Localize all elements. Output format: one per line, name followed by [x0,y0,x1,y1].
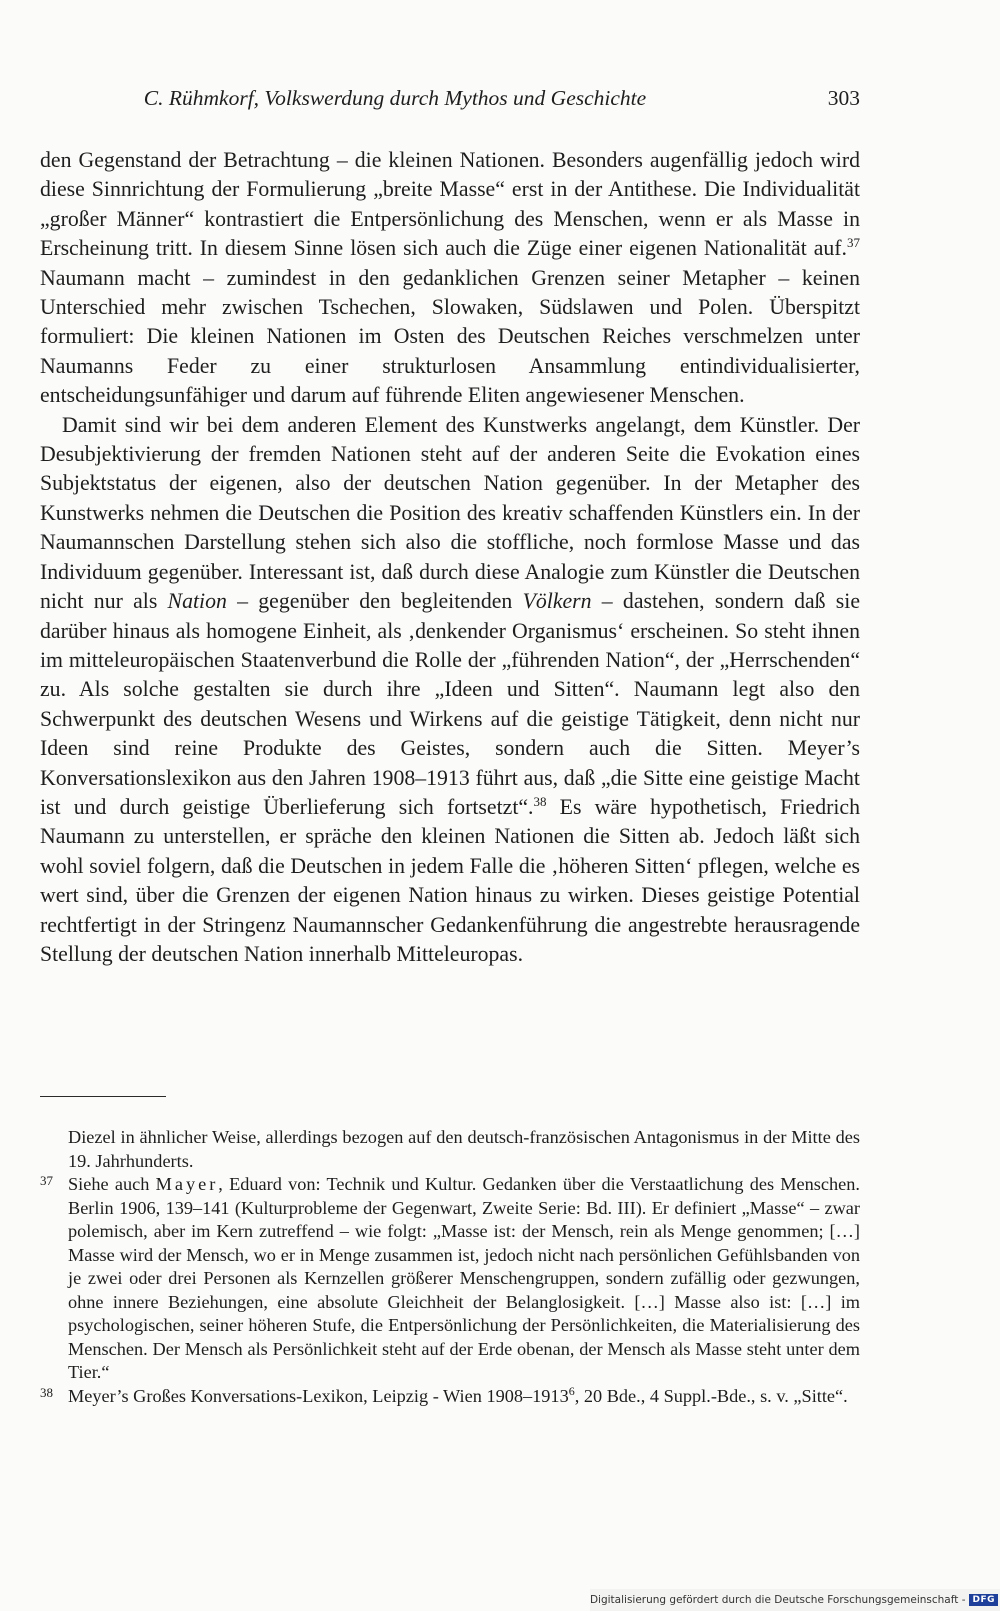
footnote-38 [40,1385,860,1409]
paragraph-2-text-c: – dastehen, sondern daß sie darüber hinaus als homogene Einheit, als ‚denkender Organismus‘ erscheinen. So steht ihnen im mitteleuropäischen Staatenverbund die Rolle der „führenden Nation“, der „Herrschenden“ zu. Als solche gestalten sie durch ihre „Ideen und Sitten“. Naumann legt also den Schwerpunkt des deutschen Wesens und Wirkens auf die geistige Tätigkeit, denn nicht nur Ideen sind reine Produkte des Geistes, sondern auch die Sitten. Meyer’s Konversationslexikon aus den Jahren 1908–1913 führt aus, daß „die Sitte eine geistige Macht ist und durch geistige Überlieferung sich fortsetzt“. [40,589,861,819]
footnote-37 [40,1173,860,1385]
paragraph-2-text-a: Damit sind wir bei dem anderen Element des Kunstwerks angelangt, dem Künstler. Der Desubjektivierung der fremden Nationen steht auf der anderen Seite die Evokation eines Subjektstatus der eigenen, also der deutschen Nation gegenüber. In der Metapher des Kunstwerks nehmen die Deutschen die Position des kreativ schaffenden Künstlers ein. In der Naumannschen Darstellung stehen sich also die stoffliche, noch formlose Masse und das Individuum gegenüber. Interessant ist, daß durch diese Analogie zum Künstler die Deutschen nicht nur als [40,412,860,614]
emphasis-voelkern: Völkern [522,589,592,614]
footnote-38-edition: 6 [568,1383,575,1398]
running-head: C. Rühmkorf, Volkswerdung durch Mythos und Geschichte [143,86,647,110]
paragraph-2-text-b: – gegenüber den begleitenden [226,589,523,614]
digitization-credit [590,1589,1000,1611]
paragraph-2-text-d: Es wäre hypothetisch, Friedrich Naumann zu unterstellen, er spräche den kleinen Nationen die Sitten ab. Jedoch läßt sich wohl soviel folgern, daß die Deutschen in jedem Falle die ‚höheren Sitten‘ pflegen, welche es wert sind, über die Grenzen der eigenen Nation hinaus zu wirken. Dieses geistige Potential rechtfertigt in der Stringenz Naumannscher Gedankenführung die angestrebte herausragende Stellung der deutschen Nation innerhalb Mitteleuropas. [40,794,860,966]
page-header [40,86,860,120]
footnotes [40,1126,860,1408]
footnote-38-number: 38 [40,1384,53,1400]
paragraph-2 [40,411,860,970]
footnote-divider [40,1096,166,1097]
paragraph-1-text-a: den Gegenstand der Betrachtung – die kleinen Nationen. Besonders augenfällig jedoch wird diese Sinnrichtung der Formulierung „breite Masse“ erst in der Antithese. Die Individualität „großer Männer“ kontrastiert die Entpersönlichung des Menschen, wenn er als Masse in Erscheinung tritt. In diesem Sinne lösen sich auch die Züge einer eigenen Nationalität auf. [40,148,860,261]
footnote-37-text: , Eduard von: Technik und Kultur. Gedanken über die Verstaatlichung des Menschen. Berlin 1906, 139–141 (Kulturprobleme der Gegenwart, Zweite Serie: Bd. III). Er definiert „Masse“ – zwar polemisch, aber im Kern zutreffend – wie folgt: „Masse ist: der Mensch, rein als Menge genommen; […] Masse wird der Mensch, wo er in Menge zusammen ist, jedoch nicht nach persönlichen Gefühlsbanden von je zwei oder drei Personen als Kernzellen größerer Menschengruppen, sondern zufällig oder gezwungen, ohne innere Beziehungen, eine absolute Gleichheit der Belanglosigkeit. […] Masse also ist: […] im psychologischen, seiner höheren Stufe, die Entpersönlichung der Persönlichkeiten, die Materialisierung des Menschen. Der Mensch als Persönlichkeit steht auf der Erde obenan, der Mensch als Masse steht unter dem Tier.“ [68,1174,861,1382]
footnote-ref-38: 38 [533,793,547,809]
emphasis-nation: Nation [167,589,227,614]
footnote-37-lead: Siehe auch [68,1174,156,1194]
credit-text: Digitalisierung gefördert durch die Deutsche Forschungsgemeinschaft - [589,1594,966,1606]
footnote-37-number: 37 [40,1173,53,1188]
footnote-37-author: Mayer [155,1174,219,1194]
page-number: 303 [827,86,860,110]
paragraph-1-text-b: Naumann macht – zumindest in den gedanklichen Grenzen seiner Metapher – keinen Unterschied mehr zwischen Tschechen, Slowaken, Südslawen und Polen. Überspitzt formuliert: Die kleinen Nationen im Osten des Deutschen Reiches verschmelzen unter Naumanns Feder zu einer strukturlosen Ansammlung entindividualisierter, entscheidungsunfähiger und darum auf führende Eliten angewiesener Menschen. [40,265,860,408]
footnote-continuation [40,1126,860,1173]
dfg-logo: DFG [969,1594,998,1606]
footnote-38-text-a: Meyer’s Großes Konversations-Lexikon, Leipzig - Wien 1908–1913 [68,1385,569,1406]
footnote-38-text-b: , 20 Bde., 4 Suppl.-Bde., s. v. „Sitte“. [574,1385,848,1406]
main-text [40,146,860,969]
footnote-continuation-text: Diezel in ähnlicher Weise, allerdings bezogen auf den deutsch-französischen Antagonismus in der Mitte des 19. Jahrhunderts. [68,1127,860,1171]
footnote-ref-37: 37 [847,235,860,251]
paragraph-1 [40,146,860,411]
